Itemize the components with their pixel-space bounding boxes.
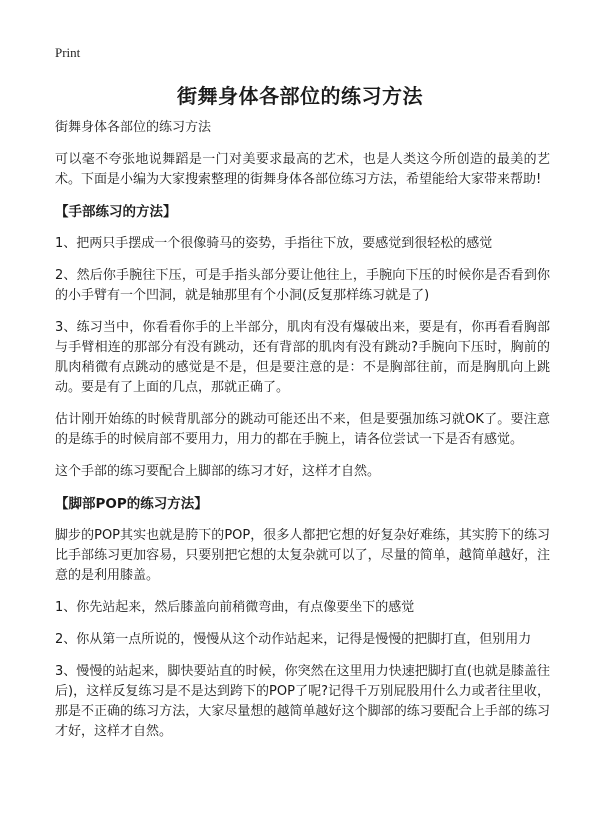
pop-step-1: 1、你先站起来，然后膝盖向前稍微弯曲，有点像要坐下的感觉 <box>55 600 415 615</box>
pop-intro: 脚步的POP其实也就是胯下的POP，很多人都把它想的好复杂好难练，其实胯下的练习比手部练习更加容易，只要别把它想的太复杂就可以了，尽量的简单，越简单越好，注意的是利用膝盖。 <box>55 528 550 583</box>
subtitle: 街舞身体各部位的练习方法 <box>55 120 212 135</box>
hand-step-1: 1、把两只手摆成一个很像骑马的姿势，手指往下放，要感觉到很轻松的感觉 <box>55 236 493 251</box>
pop-step-3: 3、慢慢的站起来，脚快要站直的时候，你突然在这里用力快速把脚打直(也就是膝盖往后)，这样反复练习是不是达到跨下的POP了呢?记得千万别屁股用什么力或者往里收，那是不正确的练习方法，大家尽量想的越简单越好这个脚部的练习要配合上手部的练习才好，这样才自然。 <box>55 664 550 739</box>
page-title: 街舞身体各部位的练习方法 <box>177 84 423 108</box>
section-heading-pop: 【脚部POP的练习方法】 <box>55 496 208 512</box>
hand-note: 估计刚开始练的时候背肌部分的跳动可能还出不来，但是要强加练习就OK了。要注意的是练手的时候肩部不要用力，用力的都在手腕上，请各位尝试一下是否有感觉。 <box>55 412 550 447</box>
hand-step-3: 3、练习当中，你看看你手的上半部分，肌肉有没有爆破出来，要是有，你再看看胸部与手臂相连的那部分有没有跳动，还有背部的肌肉有没有跳动?手腕向下压时，胸前的肌肉稍微有点跳动的感觉是不是，但是要注意的是：不是胸部往前，而是胸肌向上跳动。要是有了上面的几点，那就正确了。 <box>55 320 550 395</box>
pop-step-2: 2、你从第一点所说的，慢慢从这个动作站起来，记得是慢慢的把脚打直，但别用力 <box>55 632 532 647</box>
hand-conclusion: 这个手部的练习要配合上脚部的练习才好，这样才自然。 <box>55 464 381 479</box>
intro-paragraph: 可以毫不夸张地说舞蹈是一门对美要求最高的艺术，也是人类这今所创造的最美的艺术。下面是小编为大家搜索整理的街舞身体各部位练习方法，希望能给大家带来帮助! <box>55 152 550 187</box>
article-body <box>55 118 550 754</box>
hand-step-2: 2、然后你手腕往下压，可是手指头部分要让他往上，手腕向下压的时候你是否看到你的小手臂有一个凹洞，就是轴那里有个小洞(反复那样练习就是了) <box>55 268 550 303</box>
print-link[interactable]: Print <box>55 45 81 60</box>
section-heading-hand: 【手部练习的方法】 <box>55 204 177 220</box>
